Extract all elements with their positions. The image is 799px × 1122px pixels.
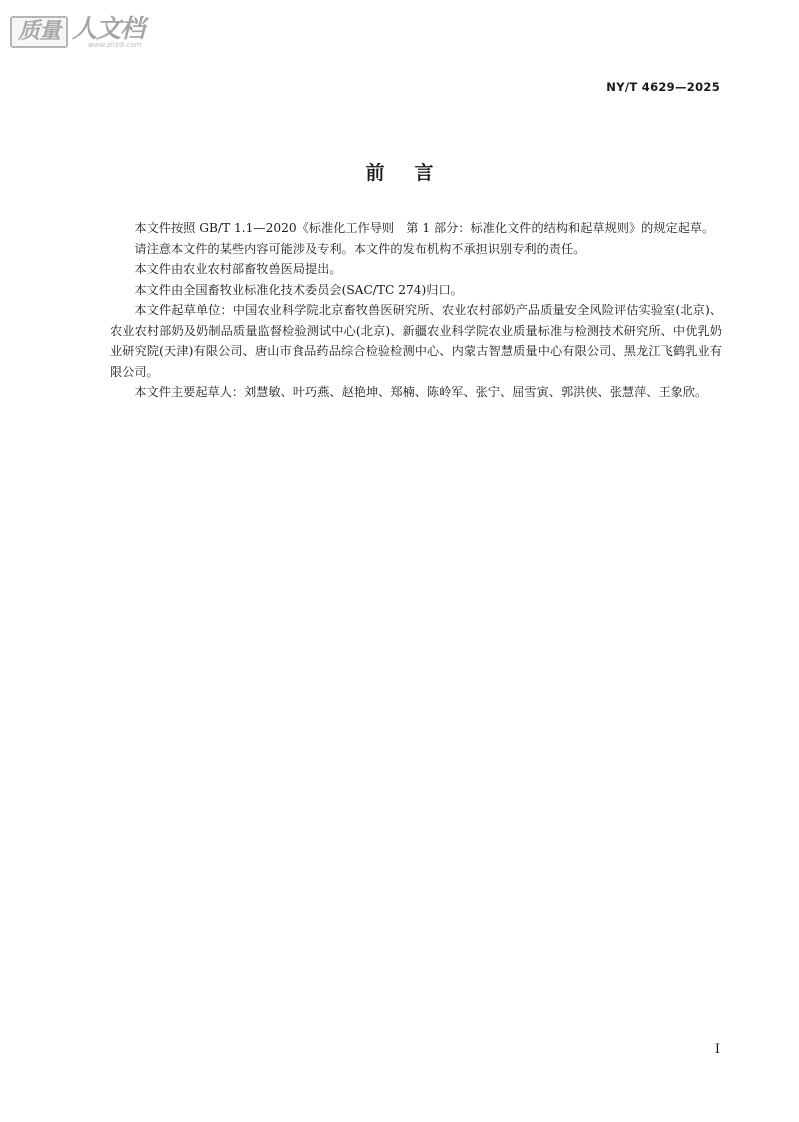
page-title: 前言 — [365, 162, 464, 184]
paragraph-committee: 本文件由全国畜牧业标准化技术委员会(SAC/TC 274)归口。 — [134, 282, 463, 297]
paragraph-drafters: 本文件主要起草人：刘慧敏、叶巧燕、赵艳坤、郑楠、陈岭军、张宁、屈雪寅、郭洪侠、张慧萍、王象欣。 — [134, 385, 708, 399]
watermark-url: www.zlrb9.com — [88, 41, 142, 49]
watermark-right-text: 人文档 — [72, 14, 145, 43]
watermark-left-text: 质量 — [17, 19, 60, 44]
standard-code: NY/T 4629—2025 — [606, 80, 720, 94]
foreword-body — [110, 218, 722, 403]
page-number: I — [714, 1042, 720, 1057]
paragraph-patent-notice: 请注意本文件的某些内容可能涉及专利。本文件的发布机构不承担识别专利的责任。 — [134, 241, 586, 256]
watermark-box — [10, 16, 68, 48]
paragraph-proposer: 本文件由农业农村部畜牧兽医局提出。 — [134, 262, 342, 276]
watermark-logo — [10, 14, 152, 50]
paragraph-drafting-rules: 本文件按照 GB/T 1.1—2020《标准化工作导则 第 1 部分：标准化文件的结构和起草规则》的规定起草。 — [134, 221, 715, 235]
watermark-right — [72, 14, 144, 44]
paragraph-drafting-units: 本文件起草单位：中国农业科学院北京畜牧兽医研究所、农业农村部奶产品质量安全风险评估实验室(北京)、农业农村部奶及奶制品质量监督检验测试中心(北京)、新疆农业科学院农业质量标准与检测技术研究所、中优乳奶业研究院(天津)有限公司、唐山市食品药品综合检验检测中心、内蒙古智慧质量中心有限公司、黑龙江飞鹤乳业有限公司。 — [110, 303, 722, 379]
